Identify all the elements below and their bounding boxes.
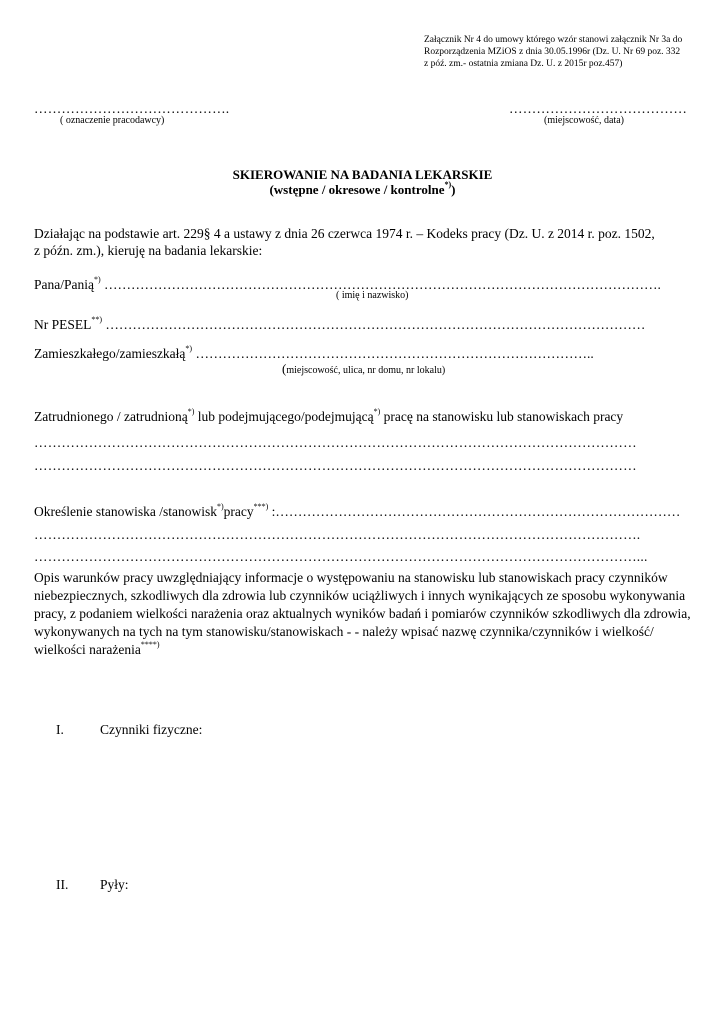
position-dots: ……………………………………………………………………………………………………………………. <box>34 527 641 542</box>
name-label: Pana/Panią <box>34 277 94 292</box>
address-label: Zamieszkałego/zamieszkałą <box>34 346 186 361</box>
employment-text: Zatrudnionego / zatrudnioną <box>34 409 188 424</box>
conditions-line: niebezpiecznych, szkodliwych dla zdrowia lub czynników uciążliwych i innych wynikających ze sposobu wykonywania <box>34 588 686 603</box>
pesel-dots: ………………………………………………………………………………………………………… <box>105 317 646 332</box>
header-note-line: z póź. zm.- ostatnia zmiana Dz. U. z 2015r poz.457) <box>424 59 623 69</box>
conditions-line: pracy, z podaniem wielkości narażenia oraz aktualnych wyników badań i pomiarów czynników szkodliwych dla zdrowia, <box>34 606 691 621</box>
name-dots: ……………………………………………………………………………………………………………. <box>104 277 661 292</box>
employment-dots: …………………………………………………………………………………………………………………… <box>34 435 637 450</box>
employment-dots: …………………………………………………………………………………………………………………… <box>34 458 637 473</box>
section-number: I. <box>56 722 64 737</box>
caption-paren: ( <box>282 361 287 376</box>
place-date-dots: ………………………………… <box>509 101 688 116</box>
intro-line: z późn. zm.), kieruję na badania lekarskie: <box>34 243 263 258</box>
conditions-line <box>34 642 160 658</box>
conditions-text: wielkości narażenia <box>34 642 141 657</box>
footnote-marker: ****) <box>140 640 160 649</box>
employment-text: lub podejmującego/podejmującą <box>194 409 374 424</box>
position-label: pracy <box>223 504 254 519</box>
section-label: Czynniki fizyczne: <box>100 722 203 737</box>
address-dots: …………………………………………………………………………….. <box>195 346 594 361</box>
document-subtitle <box>0 182 725 198</box>
employer-dots: ……………………………………. <box>34 101 230 116</box>
section-number: II. <box>56 877 69 892</box>
section-label: Pyły: <box>100 877 129 892</box>
footnote-marker: ***) <box>253 502 269 511</box>
footnote-marker: *) <box>185 344 193 353</box>
footnote-marker: *) <box>216 502 224 511</box>
pesel-field <box>34 317 645 333</box>
footnote-marker: *) <box>94 275 101 284</box>
address-caption-text: miejscowość, ulica, nr domu, nr lokalu) <box>286 365 446 376</box>
position-dots: ……………………………………………………………………………………………………………………... <box>34 549 648 564</box>
subtitle-close: ) <box>451 182 456 197</box>
footnote-marker: *) <box>187 407 195 416</box>
footnote-marker: **) <box>91 315 103 324</box>
position-line <box>34 504 680 520</box>
header-note-line: Załącznik Nr 4 do umowy którego wzór stanowi załącznik Nr 3a do <box>424 35 683 45</box>
header-note <box>424 34 682 70</box>
footnote-marker: *) <box>373 407 381 416</box>
document-title: SKIEROWANIE NA BADANIA LEKARSKIE <box>232 167 493 182</box>
intro-line: Działając na podstawie art. 229§ 4 a ustawy z dnia 26 czerwca 1974 r. – Kodeks pracy (Dz. U. z 2014 r. poz. 1502, <box>34 226 655 241</box>
pesel-label: Nr PESEL <box>34 317 92 332</box>
position-dots: :……………………………………………………………………………… <box>268 504 681 519</box>
conditions-line: Opis warunków pracy uwzględniający informacje o występowaniu na stanowisku lub stanowiskach pracy czynników <box>34 570 668 585</box>
position-label: Określenie stanowiska /stanowisk <box>34 504 217 519</box>
employment-text: pracę na stanowisku lub stanowiskach pracy <box>380 409 624 424</box>
employer-caption: ( oznaczenie pracodawcy) <box>60 115 165 126</box>
employment-line <box>34 409 623 425</box>
name-caption: ( imię i nazwisko) <box>336 290 409 301</box>
conditions-line: wykonywanych na tych na tym stanowisku/stanowiskach - - należy wpisać nazwę czynnika/czynników i wielkość/ <box>34 624 654 639</box>
subtitle-text: (wstępne / okresowe / kontrolne <box>269 182 445 197</box>
address-caption <box>282 360 445 378</box>
place-date-caption: (miejscowość, data) <box>544 115 624 126</box>
header-note-line: Rozporządzenia MZiOS z dnia 30.05.1996r (Dz. U. Nr 69 poz. 332 <box>424 47 681 57</box>
footnote-marker: *) <box>444 180 452 189</box>
